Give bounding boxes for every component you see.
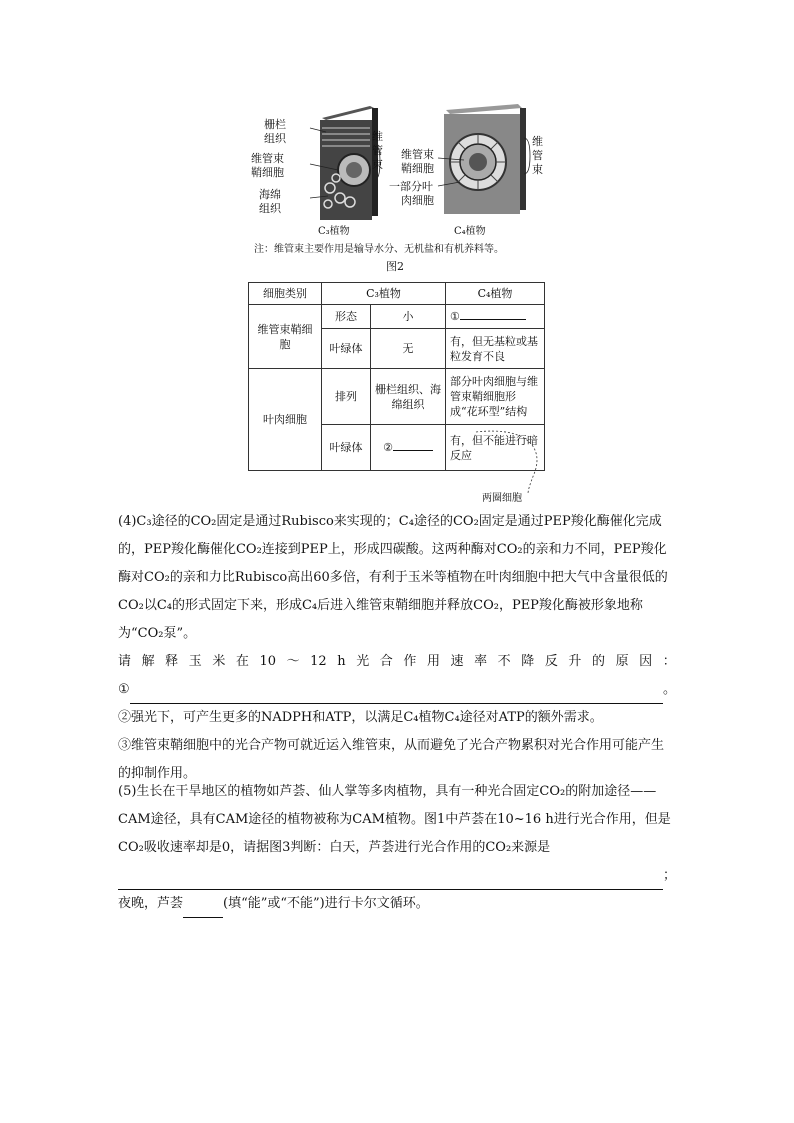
answer-blank-1[interactable] bbox=[460, 319, 526, 320]
label-vascular-c4 bbox=[532, 135, 543, 177]
ask-char: 作 bbox=[403, 654, 417, 669]
label-text: 鞘细胞 bbox=[251, 166, 284, 179]
label-bundle-sheath-c3 bbox=[251, 152, 284, 180]
table-sub-label: 叶绿体 bbox=[322, 425, 371, 471]
q5-last-line bbox=[118, 890, 676, 918]
punctuation: 。 bbox=[662, 682, 676, 697]
label-text: 管 bbox=[372, 144, 383, 157]
label-text: 束 bbox=[372, 158, 383, 171]
ask-char: 升 bbox=[568, 654, 582, 669]
ask-char: 请 bbox=[118, 654, 132, 669]
table-header-cell: 细胞类别 bbox=[249, 283, 322, 305]
caption-c4: C₄植物 bbox=[454, 226, 486, 237]
table-cell-blank-1 bbox=[446, 305, 545, 329]
table-cell: 无 bbox=[371, 329, 446, 369]
ask-char: 米 bbox=[212, 654, 226, 669]
table-cell: 部分叶肉细胞与维管束鞘细胞形成“花环型”结构 bbox=[446, 369, 545, 425]
q5-blank-line bbox=[118, 862, 676, 890]
label-text: 组织 bbox=[264, 132, 286, 145]
label-text: 维 bbox=[372, 130, 383, 143]
label-text: 海绵 bbox=[259, 188, 281, 201]
ask-char: 率 bbox=[474, 654, 488, 669]
blank-marker: ① bbox=[450, 310, 460, 323]
answer-blank-4[interactable] bbox=[118, 869, 663, 890]
ask-char: 释 bbox=[165, 654, 179, 669]
ask-char: 合 bbox=[379, 654, 393, 669]
ask-char: 的 bbox=[591, 654, 605, 669]
ask-char: h bbox=[337, 654, 346, 669]
table-header-cell: C₃植物 bbox=[322, 283, 446, 305]
label-text: 束 bbox=[532, 163, 543, 176]
label-spongy bbox=[259, 188, 281, 216]
answer-blank-3[interactable] bbox=[130, 683, 663, 704]
blank-marker: ② bbox=[383, 441, 393, 454]
label-text: 肉细胞 bbox=[401, 194, 434, 207]
ask-char: 反 bbox=[544, 654, 558, 669]
ask-char: 解 bbox=[141, 654, 155, 669]
ask-char: 用 bbox=[426, 654, 440, 669]
label-text: 维管束 bbox=[401, 148, 434, 161]
ask-char: 速 bbox=[450, 654, 464, 669]
annotation-curve bbox=[470, 420, 550, 500]
table-cell: 小 bbox=[371, 305, 446, 329]
ask-char: 因 bbox=[639, 654, 653, 669]
table-sub-label: 排列 bbox=[322, 369, 371, 425]
ask-char: 降 bbox=[521, 654, 535, 669]
question-4 bbox=[118, 508, 676, 788]
ask-char: 10 bbox=[259, 654, 277, 669]
annotation-label: 两圈细胞 bbox=[482, 493, 522, 504]
label-text: 一部分叶 bbox=[389, 180, 433, 193]
ask-char: 原 bbox=[615, 654, 629, 669]
label-bundle-sheath-c4 bbox=[401, 148, 434, 176]
table-group-label: 维管束鞘细胞 bbox=[249, 305, 322, 369]
q4-ask-line bbox=[118, 648, 676, 676]
caption-c3: C₃植物 bbox=[318, 226, 350, 237]
answer-blank-2[interactable] bbox=[393, 450, 433, 451]
table-cell: 栅栏组织、海绵组织 bbox=[371, 369, 446, 425]
label-text: 管 bbox=[532, 149, 543, 162]
figure-title: 图2 bbox=[386, 260, 404, 273]
ask-char: 在 bbox=[235, 654, 249, 669]
ask-char: 不 bbox=[497, 654, 511, 669]
label-vascular-c3 bbox=[372, 130, 383, 172]
ask-char: ： bbox=[662, 654, 676, 669]
answer-blank-5[interactable] bbox=[183, 899, 223, 918]
c4-leaf-block bbox=[438, 104, 530, 214]
label-text: 组织 bbox=[259, 202, 281, 215]
label-text: 维管束 bbox=[251, 152, 284, 165]
ask-char: 玉 bbox=[188, 654, 202, 669]
ask-char: ～ bbox=[286, 654, 300, 669]
ask-char: 光 bbox=[356, 654, 370, 669]
ask-char: 12 bbox=[310, 654, 327, 669]
table-cell: 有，但不能进行暗反应 bbox=[446, 425, 545, 471]
label-text: 维 bbox=[532, 135, 543, 148]
label-text: 鞘细胞 bbox=[401, 162, 434, 175]
q4-item-2: ②强光下，可产生更多的NADPH和ATP，以满足C₄植物C₄途径对ATP的额外需求。 bbox=[118, 710, 603, 725]
label-palisade bbox=[264, 118, 286, 146]
punctuation: ； bbox=[662, 868, 676, 883]
blank-marker: ① bbox=[118, 682, 130, 697]
text: (填“能”或“不能”)进行卡尔文循环。 bbox=[223, 896, 429, 911]
label-mesophyll-c4 bbox=[389, 180, 434, 208]
table-header-cell: C₄植物 bbox=[446, 283, 545, 305]
question-5 bbox=[118, 778, 676, 918]
table-group-label: 叶肉细胞 bbox=[249, 369, 322, 471]
q4-item-3: ③维管束鞘细胞中的光合产物可就近运入维管束，从而避免了光合产物累积对光合作用可能产生的抑制作用。 bbox=[118, 738, 665, 781]
table-sub-label: 形态 bbox=[322, 305, 371, 329]
table-cell: 有，但无基粒或基粒发育不良 bbox=[446, 329, 545, 369]
c3-leaf-block bbox=[310, 106, 380, 220]
text: 夜晚，芦荟 bbox=[118, 896, 184, 911]
table-cell-blank-2 bbox=[371, 425, 446, 471]
label-text: 栅栏 bbox=[264, 118, 286, 131]
q4-paragraph: (4)C₃途径的CO₂固定是通过Rubisco来实现的；C₄途径的CO₂固定是通过PEP羧化酶催化完成的，PEP羧化酶催化CO₂连接到PEP上，形成四碳酸。这两种酶对CO₂的亲和力不同，PEP羧化酶对CO₂的亲和力比Rubisco高出60多倍，有利于玉米等植物在叶肉细胞中把大气中含量很低的CO₂以C₄的形式固定下来，形成C₄后进入维管束鞘细胞并释放CO₂，PEP羧化酶被形象地称为“CO₂泵”。 bbox=[118, 514, 668, 641]
figure-note: 注：维管束主要作用是输导水分、无机盐和有机养料等。 bbox=[254, 244, 504, 255]
q4-blank-line bbox=[118, 676, 676, 704]
table-sub-label: 叶绿体 bbox=[322, 329, 371, 369]
q5-paragraph: (5)生长在干旱地区的植物如芦荟、仙人掌等多肉植物，具有一种光合固定CO₂的附加途径——CAM途径，具有CAM途径的植物被称为CAM植物。图1中芦荟在10~16 h进行光合作用，但是CO₂吸收速率却是0，请据图3判断：白天，芦荟进行光合作用的CO₂来源是 bbox=[118, 784, 671, 855]
